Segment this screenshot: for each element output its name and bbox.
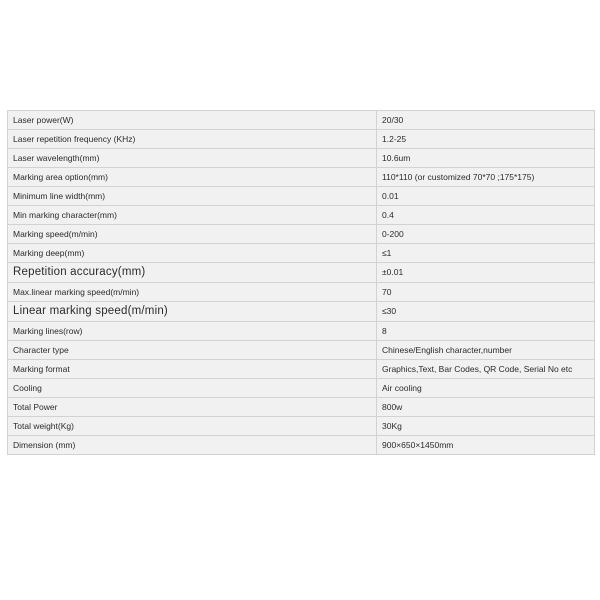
spec-value: ±0.01 [377,263,595,283]
table-row [8,302,595,322]
table-row [8,322,595,341]
spec-table [7,110,595,455]
spec-param: Total Power [8,398,377,417]
spec-param: Laser wavelength(mm) [8,149,377,168]
spec-value: Chinese/English character,number [377,341,595,360]
spec-value: Graphics,Text, Bar Codes, QR Code, Serial No etc [377,360,595,379]
spec-param: Laser power(W) [8,111,377,130]
spec-param: Linear marking speed(m/min) [8,302,377,322]
spec-value: 110*110 (or customized 70*70 ;175*175) [377,168,595,187]
table-row [8,187,595,206]
spec-value: ≤30 [377,302,595,322]
spec-param: Minimum line width(mm) [8,187,377,206]
spec-value: 8 [377,322,595,341]
spec-value: 0.4 [377,206,595,225]
spec-value: 10.6um [377,149,595,168]
table-row [8,398,595,417]
spec-param: Marking lines(row) [8,322,377,341]
table-row [8,149,595,168]
spec-param: Max.linear marking speed(m/min) [8,283,377,302]
table-row [8,111,595,130]
spec-param: Dimension (mm) [8,436,377,455]
spec-value: Air cooling [377,379,595,398]
spec-value: 20/30 [377,111,595,130]
spec-param: Cooling [8,379,377,398]
table-row [8,225,595,244]
spec-param: Laser repetition frequency (KHz) [8,130,377,149]
spec-value: 0.01 [377,187,595,206]
table-row [8,341,595,360]
spec-param: Marking speed(m/min) [8,225,377,244]
spec-param: Marking area option(mm) [8,168,377,187]
table-row [8,130,595,149]
spec-param: Total weight(Kg) [8,417,377,436]
spec-value: 800w [377,398,595,417]
table-row [8,206,595,225]
spec-param: Character type [8,341,377,360]
table-row [8,436,595,455]
spec-value: 900×650×1450mm [377,436,595,455]
spec-param: Min marking character(mm) [8,206,377,225]
table-row [8,244,595,263]
spec-param: Marking deep(mm) [8,244,377,263]
table-row [8,168,595,187]
spec-value: 30Kg [377,417,595,436]
table-row [8,360,595,379]
spec-value: 70 [377,283,595,302]
table-row [8,283,595,302]
spec-value: 1.2-25 [377,130,595,149]
table-row [8,417,595,436]
table-row [8,379,595,398]
spec-param: Repetition accuracy(mm) [8,263,377,283]
spec-param: Marking format [8,360,377,379]
table-row [8,263,595,283]
spec-value: ≤1 [377,244,595,263]
spec-value: 0-200 [377,225,595,244]
